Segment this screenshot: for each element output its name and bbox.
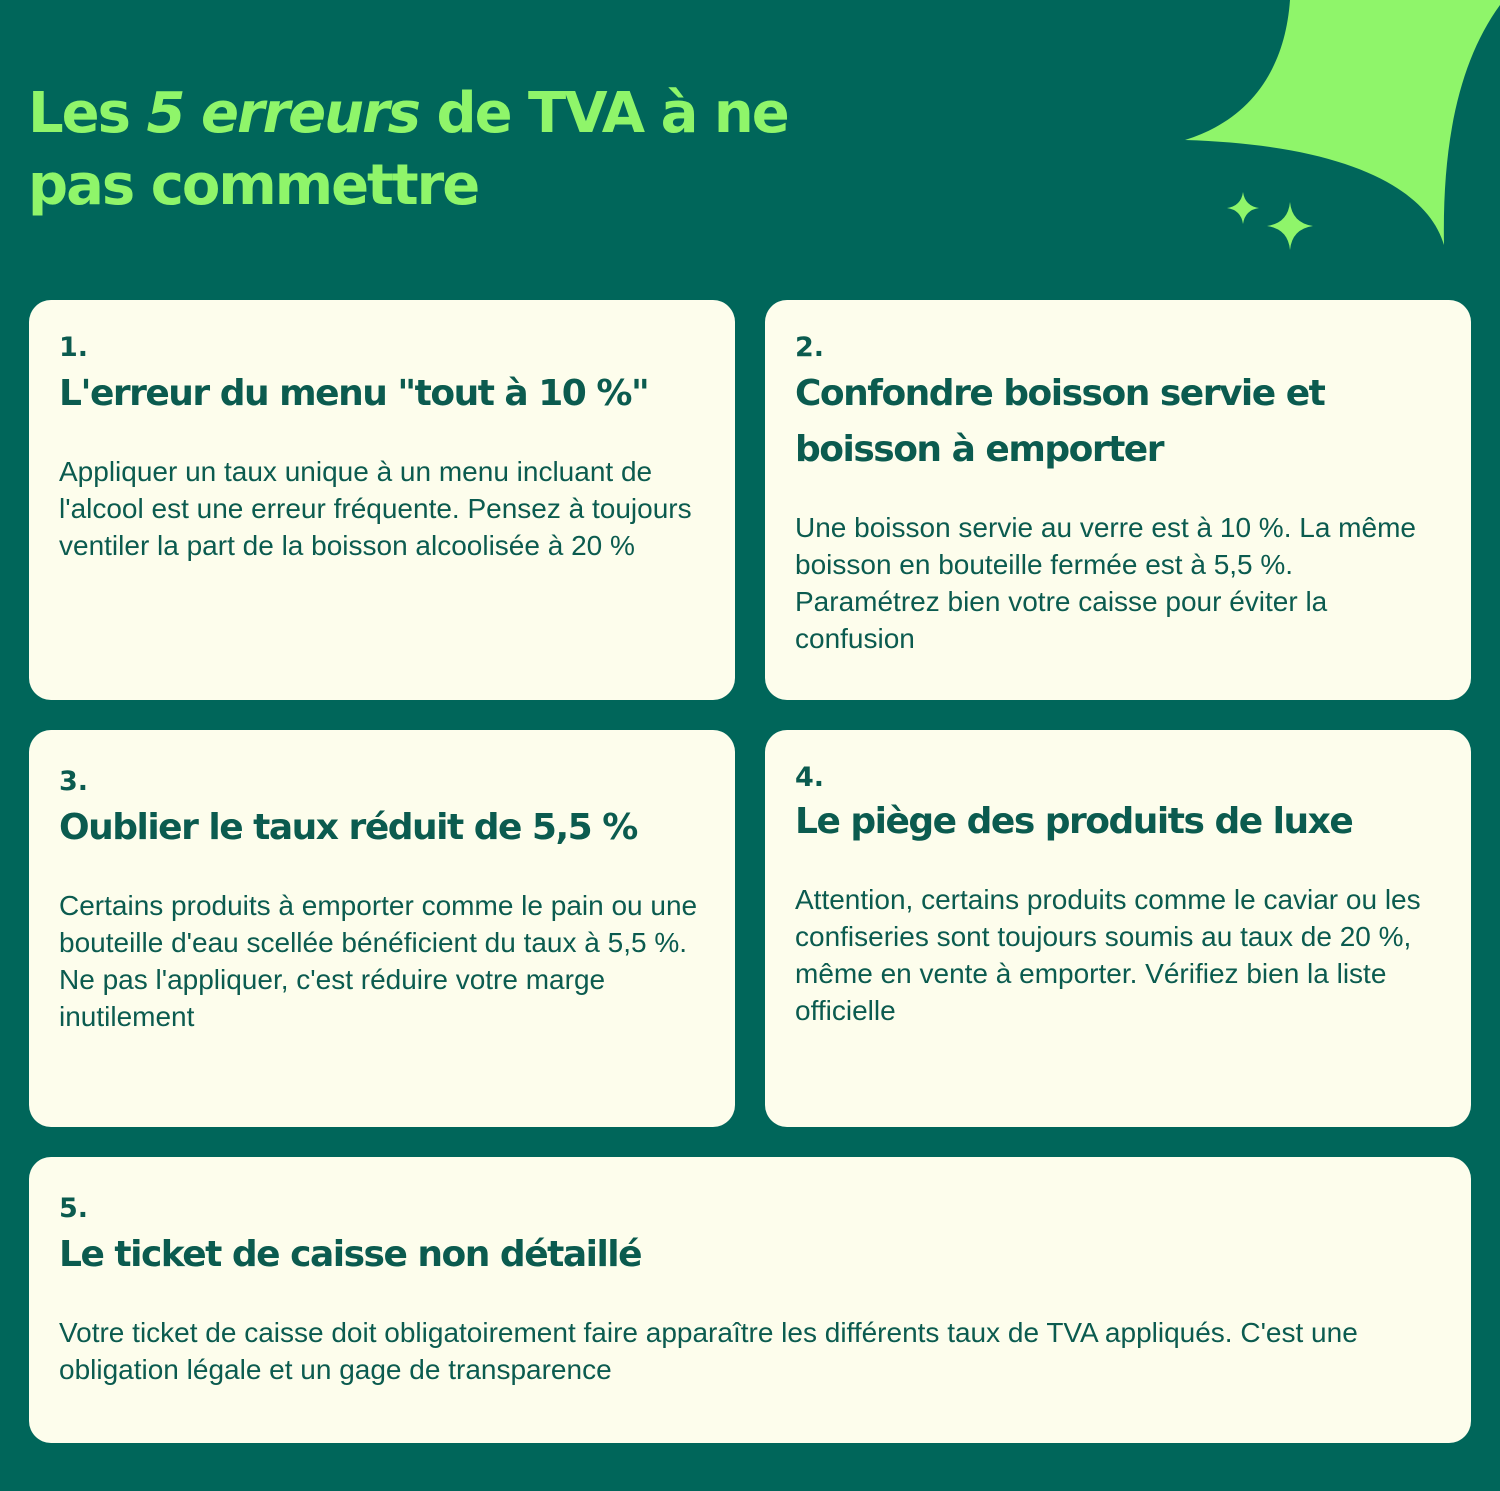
card-number: 1.: [59, 332, 89, 363]
title-part-2: de TVA à ne pas commettre: [28, 81, 788, 218]
card-number: 4.: [795, 762, 825, 793]
card-body: Une boisson servie au verre est à 10 %. La même boisson en bouteille fermée est à 5,5 %. Paramétrez bien votre caisse pour éviter la confusion: [795, 512, 1416, 654]
title-emphasis: 5 erreurs: [146, 81, 419, 146]
card-body: Attention, certains produits comme le caviar ou les confiseries sont toujours soumis au taux de 20 %, même en vente à emporter. Vérifiez bien la liste officielle: [795, 884, 1421, 1026]
card-title: Le ticket de caisse non détaillé: [59, 1234, 642, 1275]
title-part-1: Les: [28, 81, 147, 146]
card-body: Votre ticket de caisse doit obligatoirement faire apparaître les différents taux de TVA appliqués. C'est une obligation légale et un gage de transparence: [59, 1317, 1358, 1385]
card-2: [765, 300, 1471, 700]
card-title: Le piège des produits de luxe: [795, 801, 1353, 842]
card-title: Oublier le taux réduit de 5,5 %: [59, 807, 637, 848]
card-4: [765, 730, 1471, 1127]
card-number: 3.: [59, 766, 89, 797]
card-number: 5.: [59, 1193, 89, 1224]
card-3: [29, 730, 735, 1127]
sparkle-icon: [1267, 202, 1313, 250]
star-decoration: [1150, 0, 1500, 270]
card-1: [29, 300, 735, 700]
sparkle-icon: [1227, 192, 1259, 224]
card-number: 2.: [795, 332, 825, 363]
card-body: Appliquer un taux unique à un menu incluant de l'alcool est une erreur fréquente. Pensez à toujours ventiler la part de la boisson alcoolisée à 20 %: [59, 456, 692, 561]
card-body: Certains produits à emporter comme le pain ou une bouteille d'eau scellée bénéficient du taux à 5,5 %. Ne pas l'appliquer, c'est réduire votre marge inutilement: [59, 890, 698, 1032]
card-title: Confondre boisson servie et boisson à emporter: [795, 373, 1325, 470]
page-title: [28, 78, 788, 222]
card-title: L'erreur du menu "tout à 10 %": [59, 373, 649, 414]
card-5: [29, 1157, 1471, 1443]
